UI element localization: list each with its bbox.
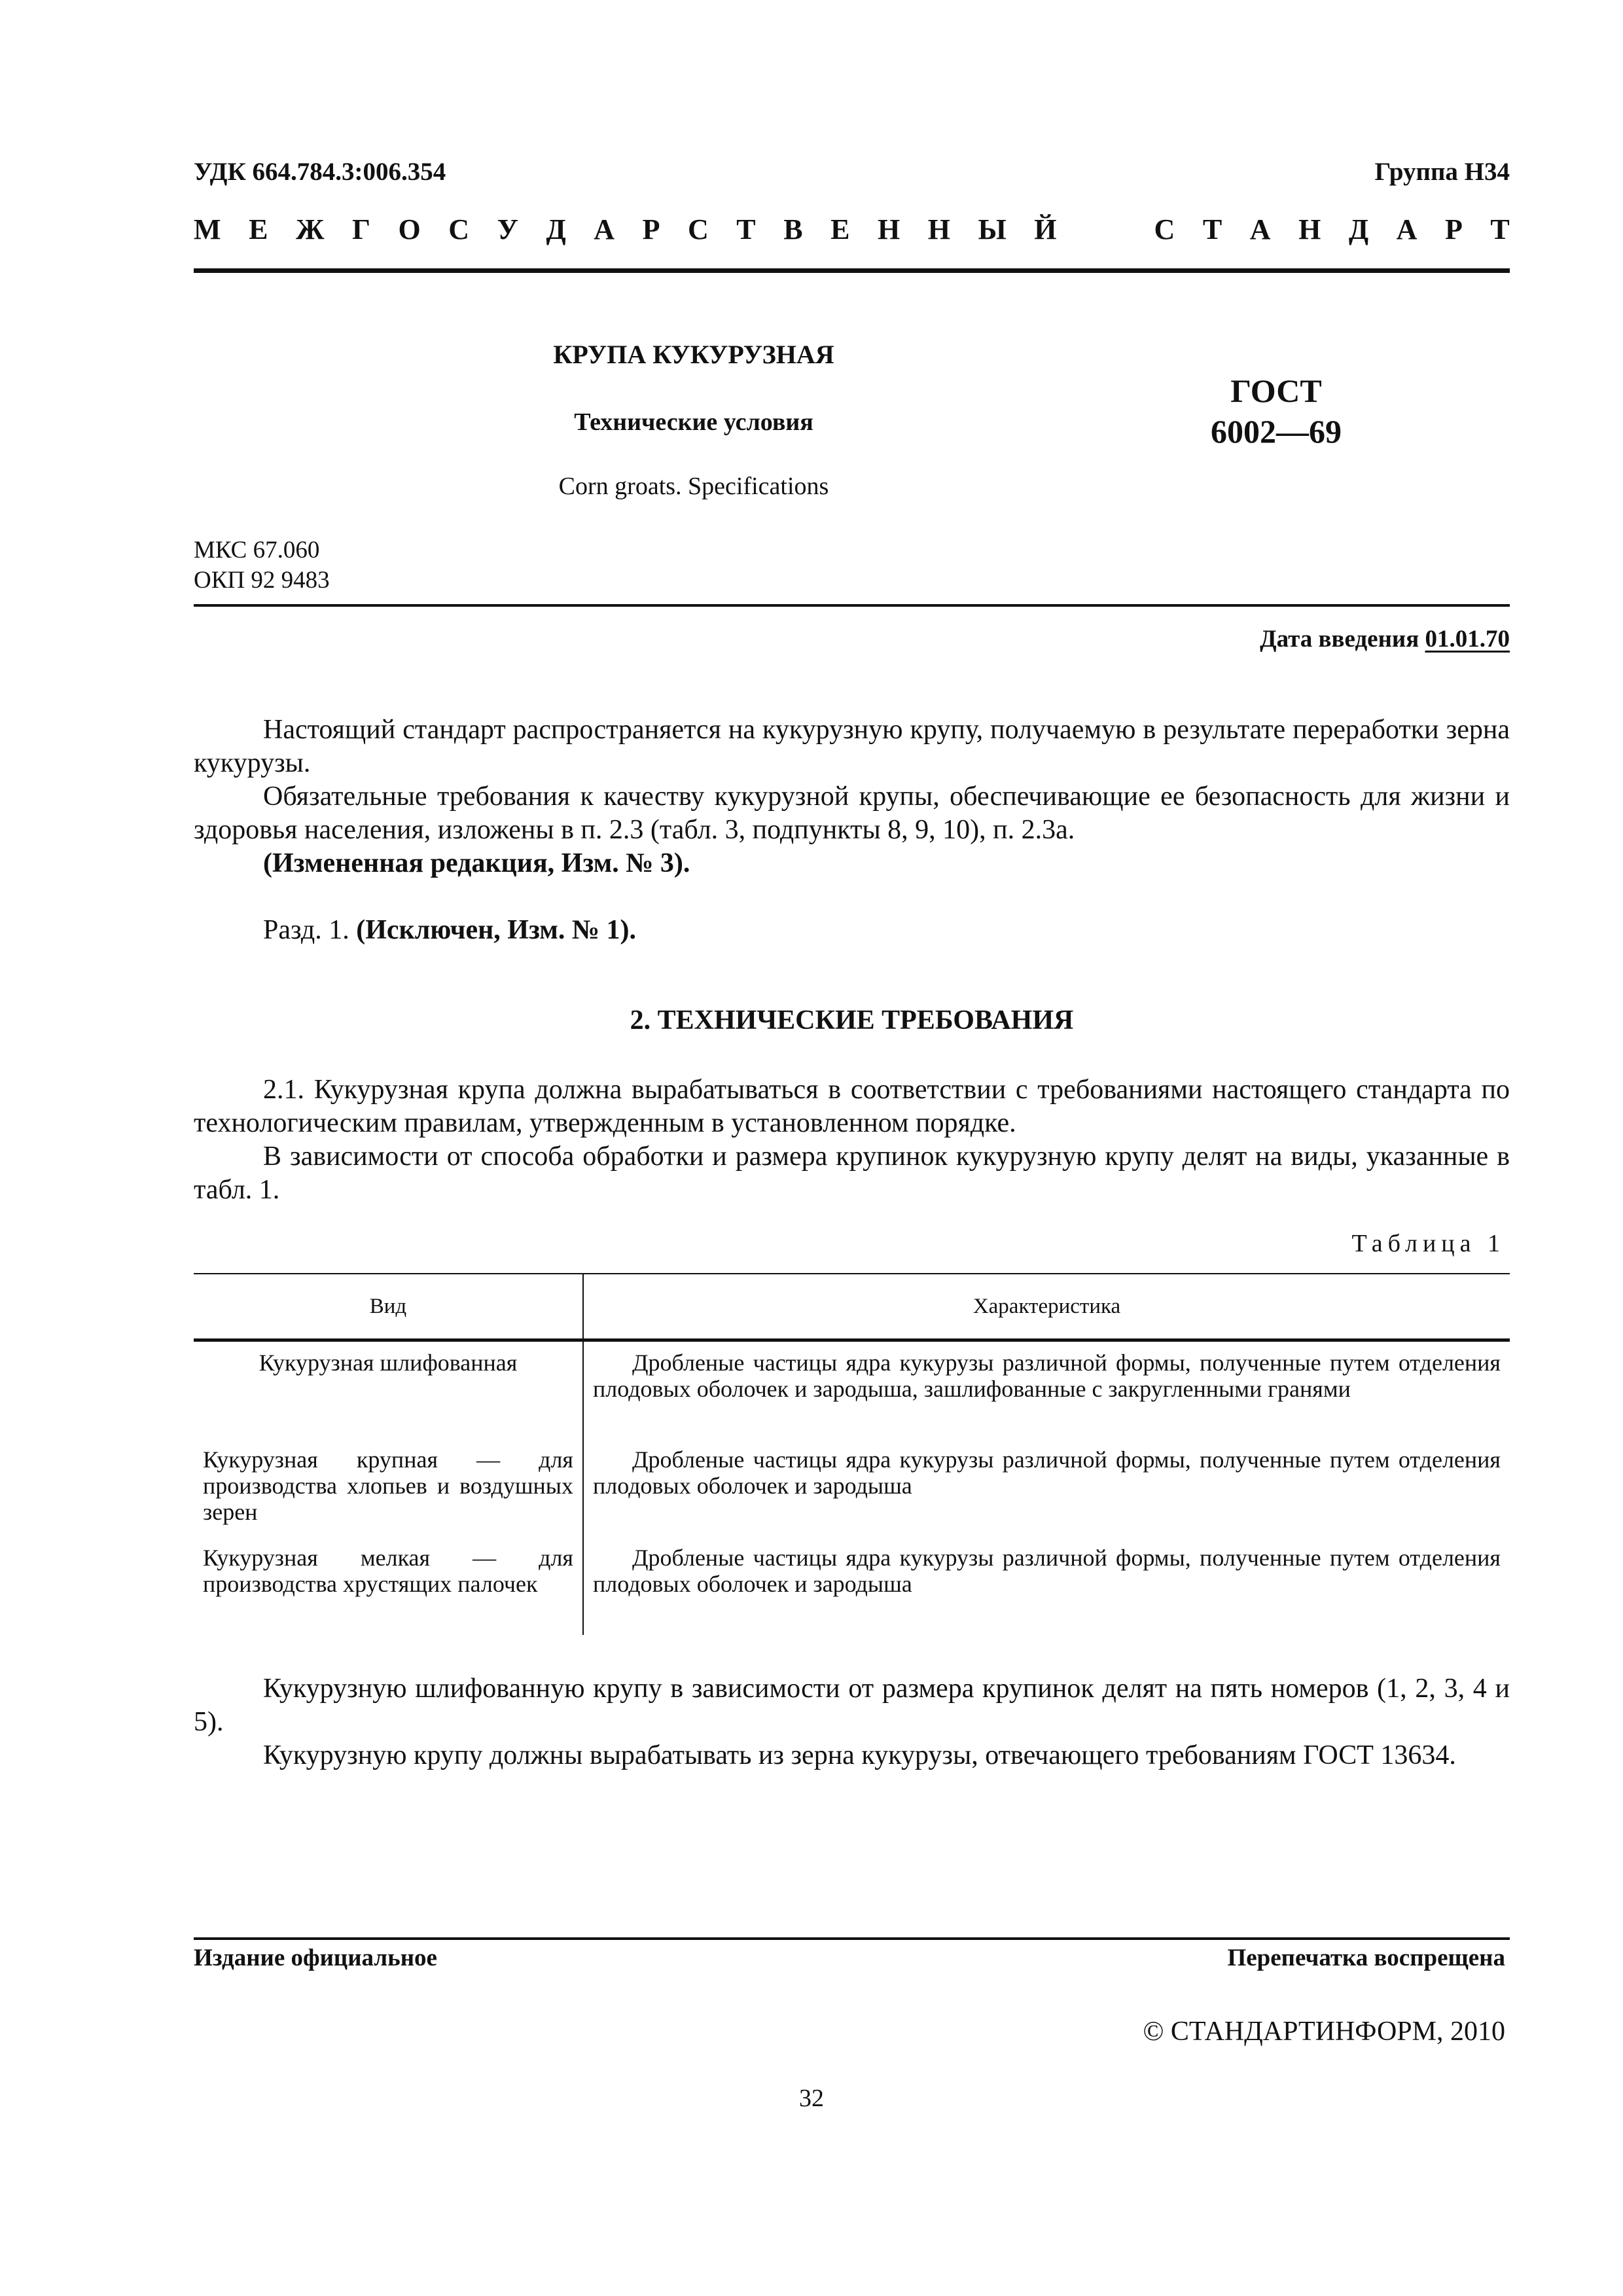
- paragraph-mandatory: [194, 780, 1510, 847]
- banner-letter: Г: [352, 213, 370, 245]
- banner-letter: С: [1154, 213, 1175, 245]
- banner-letter: А: [594, 213, 615, 245]
- table-header-row: [194, 1274, 1510, 1340]
- banner-letter: С: [687, 213, 709, 245]
- banner-letter: У: [497, 213, 518, 245]
- amendment-text: (Измененная редакция, Изм. № 3).: [263, 848, 690, 878]
- introduction-date: [1260, 625, 1510, 653]
- page-number: 32: [799, 2085, 824, 2112]
- banner-letter: Н: [877, 213, 901, 245]
- table-row: [194, 1340, 1510, 1439]
- title-rule: [194, 604, 1510, 607]
- table-cell-characteristic: Дробленые частицы ядра кукурузы различной формы, полученные путем отделения плодовых оболочек и зародыша: [593, 1544, 1501, 1597]
- paragraph-scope: [194, 713, 1510, 780]
- group-code: Группа Н34: [1374, 158, 1510, 186]
- gost-number: 6002—69: [1211, 413, 1342, 450]
- document-subtitle: Технические условия: [574, 408, 813, 436]
- banner-letter: А: [1249, 213, 1271, 245]
- table-row: [194, 1439, 1510, 1537]
- column-header-type: Вид: [194, 1274, 583, 1340]
- banner-letter: Н: [1298, 213, 1321, 245]
- banner-letter: Д: [546, 213, 566, 245]
- official-edition-label: Издание официальное: [194, 1945, 437, 1971]
- reprint-prohibited-label: Перепечатка воспрещена: [1227, 1945, 1505, 1971]
- paragraph-2-1: [194, 1073, 1510, 1140]
- banner-letter: Р: [642, 213, 660, 245]
- banner-letter: О: [398, 213, 421, 245]
- paragraph-2-1-types: [194, 1140, 1510, 1207]
- banner-letter: Т: [1202, 213, 1222, 245]
- table-row: [194, 1537, 1510, 1635]
- table-cell-type: Кукурузная крупная — для производства хлопьев и воздушных зерен: [194, 1439, 583, 1537]
- banner-letter: Т: [1490, 213, 1510, 245]
- okp-code: ОКП 92 9483: [194, 567, 330, 594]
- intro-date-label: Дата введения: [1260, 626, 1419, 653]
- banner-letter: Д: [1348, 213, 1369, 245]
- header-rule: [194, 268, 1510, 273]
- banner-letter: Т: [736, 213, 756, 245]
- intro-date-value: 01.01.70: [1425, 626, 1510, 653]
- table-cell-characteristic: Дробленые частицы ядра кукурузы различной формы, полученные путем отделения плодовых оболочек и зародыша, зашлифованные с закругленными гранями: [593, 1350, 1501, 1402]
- banner-letter: Р: [1444, 213, 1463, 245]
- classification-codes: [194, 535, 330, 596]
- table-caption: Таблица 1: [1351, 1230, 1505, 1257]
- section-1-note: [194, 914, 1510, 947]
- banner-letter: Ы: [978, 213, 1007, 245]
- amendment-note: [194, 847, 1510, 880]
- banner-letter: А: [1396, 213, 1418, 245]
- paragraph-text: Обязательные требования к качеству кукурузной крупы, обеспечивающие ее безопасность для жизни и здоровья населения, изложены в п. 2.3 (табл. 3, подпункты 8, 9, 10), п. 2.3а.: [194, 781, 1510, 845]
- banner-letter: Е: [830, 213, 850, 245]
- paragraph-polished-numbers: [194, 1672, 1510, 1739]
- paragraph-text: 2.1. Кукурузная крупа должна вырабатываться в соответствии с требованиями настоящего стандарта по технологическим правилам, утвержденным в установленном порядке.: [194, 1075, 1510, 1138]
- banner-letter: М: [194, 213, 221, 245]
- banner-letter: Ж: [295, 213, 325, 245]
- document-title: КРУПА КУКУРУЗНАЯ: [553, 340, 834, 369]
- paragraph-text: В зависимости от способа обработки и размера крупинок кукурузную крупу делят на виды, указанные в табл. 1.: [194, 1141, 1510, 1205]
- column-header-characteristic: Характеристика: [583, 1274, 1510, 1340]
- banner-letter: В: [783, 213, 803, 245]
- mks-code: МКС 67.060: [194, 537, 320, 564]
- banner-word-gap: [1084, 213, 1126, 246]
- interstate-standard-banner: [194, 213, 1510, 246]
- table-cell-type: Кукурузная мелкая — для производства хрустящих палочек: [194, 1537, 583, 1635]
- paragraph-text: Кукурузную шлифованную крупу в зависимости от размера крупинок делят на пять номеров (1, 2, 3, 4 и 5).: [194, 1674, 1510, 1737]
- banner-letter: Н: [927, 213, 950, 245]
- banner-letter: Е: [249, 213, 268, 245]
- paragraph-text: Кукурузную крупу должны вырабатывать из зерна кукурузы, отвечающего требованиям ГОСТ 13634.: [263, 1740, 1456, 1770]
- table-1: [194, 1273, 1510, 1635]
- section-2-heading: 2. ТЕХНИЧЕСКИЕ ТРЕБОВАНИЯ: [630, 1005, 1074, 1035]
- gost-designation: [1145, 370, 1407, 452]
- paragraph-raw-material: [194, 1739, 1510, 1772]
- udk-code: УДК 664.784.3:006.354: [194, 158, 446, 186]
- table-cell-type: Кукурузная шлифованная: [194, 1340, 583, 1439]
- footer-rule: [194, 1937, 1510, 1940]
- copyright-notice: © СТАНДАРТИНФОРМ, 2010: [1143, 2017, 1505, 2047]
- section-1-status: (Исключен, Изм. № 1).: [356, 915, 637, 945]
- paragraph-text: Настоящий стандарт распространяется на кукурузную крупу, получаемую в результате переработки зерна кукурузы.: [194, 715, 1510, 778]
- gost-label: ГОСТ: [1230, 372, 1322, 409]
- section-1-prefix: Разд. 1.: [263, 915, 349, 945]
- banner-letter: Й: [1034, 213, 1057, 245]
- banner-letter: С: [448, 213, 470, 245]
- table-cell-characteristic: Дробленые частицы ядра кукурузы различной формы, полученные путем отделения плодовых оболочек и зародыша: [593, 1446, 1501, 1499]
- english-title: Corn groats. Specifications: [558, 473, 829, 500]
